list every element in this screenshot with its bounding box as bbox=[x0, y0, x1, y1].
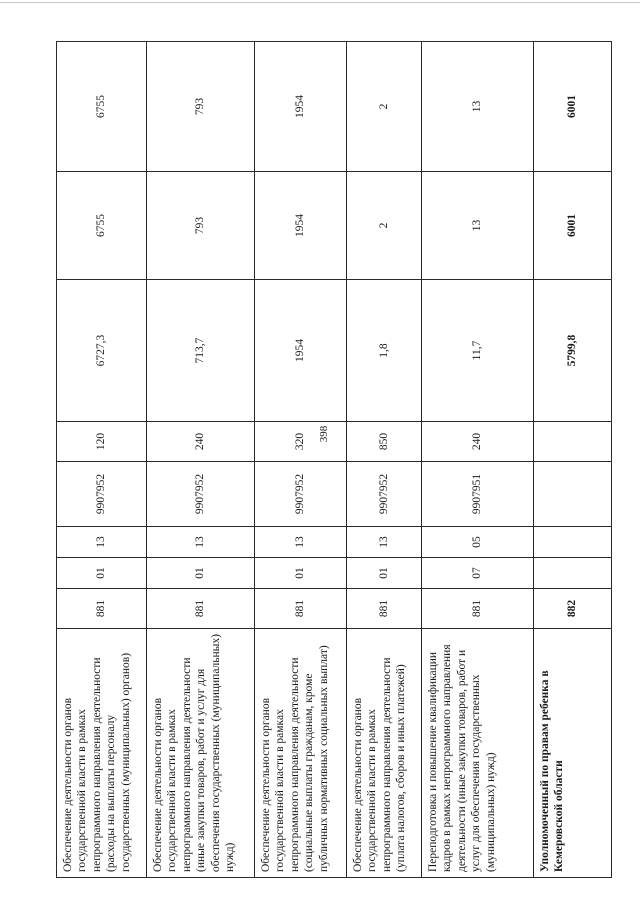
table-row bbox=[422, 42, 534, 878]
ministry-code: 881 bbox=[57, 589, 147, 629]
target-article: 9907952 bbox=[57, 462, 147, 527]
amount-a: 11,7 bbox=[422, 280, 534, 422]
ministry-code: 881 bbox=[147, 589, 255, 629]
table-row bbox=[347, 42, 422, 878]
target-article: 9907951 bbox=[422, 462, 534, 527]
expense-type: 240 bbox=[422, 422, 534, 462]
amount-c: 2 bbox=[347, 42, 422, 172]
amount-c: 13 bbox=[422, 42, 534, 172]
expense-type: 850 bbox=[347, 422, 422, 462]
row-name: Обеспечение деятельности органов государственной власти в рамках непрограммного направления деятельности (уплата налогов, сборов и иных платежей) bbox=[347, 629, 422, 878]
amount-c: 6001 bbox=[534, 42, 612, 172]
section-code: 01 bbox=[147, 558, 255, 589]
amount-b: 6001 bbox=[534, 172, 612, 280]
target-article: 9907952 bbox=[147, 462, 255, 527]
amount-b: 2 bbox=[347, 172, 422, 280]
amount-a: 1954 bbox=[255, 280, 347, 422]
row-name: Обеспечение деятельности органов государственной власти в рамках непрограммного направления деятельности (иные закупки товаров, работ и услуг для обеспечения государственных (муниципальных) нужд) bbox=[147, 629, 255, 878]
subsection-code: 13 bbox=[57, 527, 147, 558]
subsection-code: 05 bbox=[422, 527, 534, 558]
amount-a: 1,8 bbox=[347, 280, 422, 422]
amount-b: 793 bbox=[147, 172, 255, 280]
amount-c: 793 bbox=[147, 42, 255, 172]
amount-b: 1954 bbox=[255, 172, 347, 280]
row-name: Обеспечение деятельности органов государственной власти в рамках непрограммного направления деятельности (социальные выплаты гражданам, кроме публичных нормативных социальных выплат) bbox=[255, 629, 347, 878]
table-row bbox=[57, 42, 147, 878]
expense-type: 120 bbox=[57, 422, 147, 462]
amount-b: 13 bbox=[422, 172, 534, 280]
target-article: 9907952 bbox=[255, 462, 347, 527]
subsection-code bbox=[534, 527, 612, 558]
row-name: Переподготовка и повышение квалификации кадров в рамках непрограммного направления деятельности (иные закупки товаров, работ и услуг для обеспечения государственных (муниципальных) нужд) bbox=[422, 629, 534, 878]
ministry-code: 881 bbox=[255, 589, 347, 629]
section-code: 01 bbox=[347, 558, 422, 589]
table-row bbox=[255, 42, 347, 878]
subsection-code: 13 bbox=[347, 527, 422, 558]
row-name: Уполномоченный по правам ребенка в Кемеровской области bbox=[534, 629, 612, 878]
amount-a: 5799,8 bbox=[534, 280, 612, 422]
amount-a: 6727,3 bbox=[57, 280, 147, 422]
subsection-code: 13 bbox=[147, 527, 255, 558]
section-code: 01 bbox=[255, 558, 347, 589]
section-code bbox=[534, 558, 612, 589]
target-article: 9907952 bbox=[347, 462, 422, 527]
table-row bbox=[534, 42, 612, 878]
ministry-code: 881 bbox=[347, 589, 422, 629]
amount-b: 6755 bbox=[57, 172, 147, 280]
row-name: Обеспечение деятельности органов государственной власти в рамках непрограммного направления деятельности (расходы на выплаты персоналу государственных (муниципальных) органов) bbox=[57, 629, 147, 878]
amount-a: 713,7 bbox=[147, 280, 255, 422]
expense-type: 320 bbox=[255, 422, 347, 462]
ministry-code: 882 bbox=[534, 589, 612, 629]
target-article bbox=[534, 462, 612, 527]
expense-type bbox=[534, 422, 612, 462]
top-border-line bbox=[0, 2, 640, 3]
table-row bbox=[147, 42, 255, 878]
section-code: 07 bbox=[422, 558, 534, 589]
ministry-code: 881 bbox=[422, 589, 534, 629]
amount-c: 6755 bbox=[57, 42, 147, 172]
subsection-code: 13 bbox=[255, 527, 347, 558]
amount-c: 1954 bbox=[255, 42, 347, 172]
budget-table bbox=[56, 41, 612, 878]
expense-type: 240 bbox=[147, 422, 255, 462]
budget-table-container bbox=[56, 42, 611, 878]
section-code: 01 bbox=[57, 558, 147, 589]
page-number: 398 bbox=[318, 425, 330, 443]
